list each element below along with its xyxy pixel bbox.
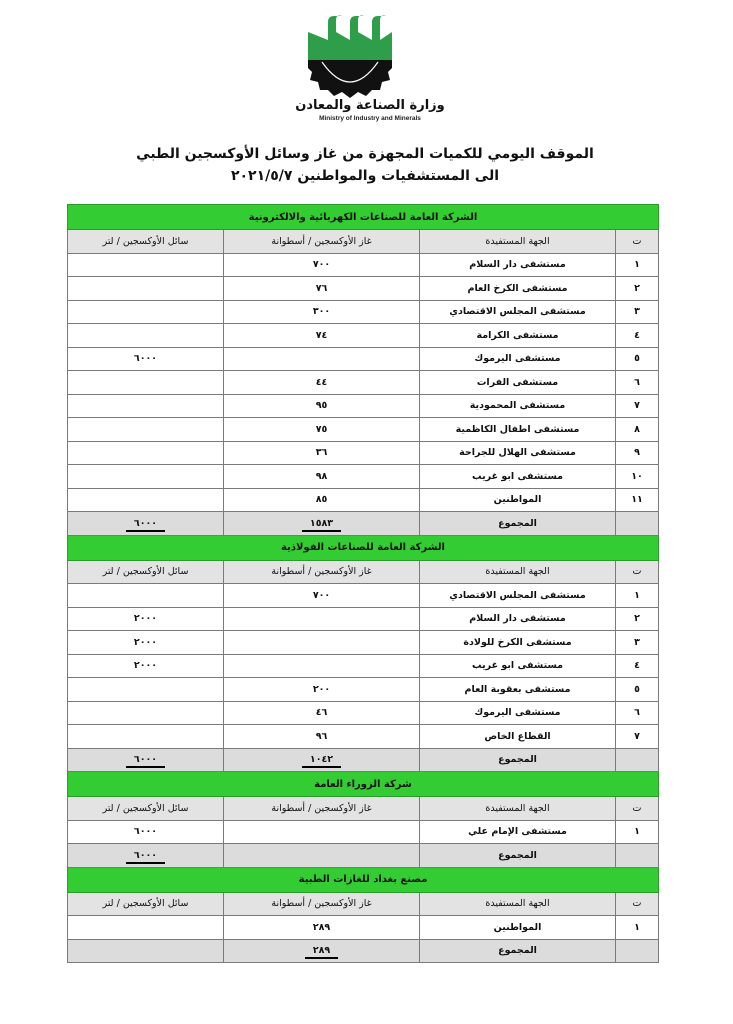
column-header-row bbox=[68, 560, 659, 584]
total-label: المجموع bbox=[420, 512, 616, 536]
table-row bbox=[68, 701, 659, 725]
beneficiary-name: مستشفى ابو غريب bbox=[420, 465, 616, 489]
ministry-name-english: Ministry of Industry and Minerals bbox=[319, 115, 421, 122]
row-number: ٣ bbox=[616, 631, 659, 655]
gas-cylinders-value bbox=[224, 654, 420, 678]
total-liquid-cell bbox=[68, 844, 224, 868]
gas-cylinders-value bbox=[224, 607, 420, 631]
beneficiary-name: مستشفى الكرخ العام bbox=[420, 277, 616, 301]
table-row bbox=[68, 441, 659, 465]
total-num-blank bbox=[616, 748, 659, 772]
column-header-row bbox=[68, 892, 659, 916]
total-row bbox=[68, 748, 659, 772]
total-gas-cell bbox=[224, 748, 420, 772]
table-row bbox=[68, 253, 659, 277]
table-row bbox=[68, 607, 659, 631]
total-num-blank bbox=[616, 512, 659, 536]
column-header-num: ت bbox=[616, 892, 659, 916]
liquid-liters-value bbox=[68, 300, 224, 324]
row-number: ٧ bbox=[616, 394, 659, 418]
row-number: ٢ bbox=[616, 277, 659, 301]
liquid-liters-value bbox=[68, 441, 224, 465]
section-header-row bbox=[68, 205, 659, 230]
liquid-liters-value bbox=[68, 371, 224, 395]
section-header-row bbox=[68, 535, 659, 560]
table-row bbox=[68, 584, 659, 608]
row-number: ١ bbox=[616, 253, 659, 277]
gas-cylinders-value: ٢٨٩ bbox=[224, 916, 420, 940]
section-title: شركة الزوراء العامة bbox=[68, 772, 659, 797]
row-number: ٥ bbox=[616, 347, 659, 371]
column-header-num: ت bbox=[616, 230, 659, 254]
liquid-liters-value bbox=[68, 324, 224, 348]
table-row bbox=[68, 820, 659, 844]
beneficiary-name: مستشفى الفرات bbox=[420, 371, 616, 395]
beneficiary-name: مستشفى المجلس الاقتصادي bbox=[420, 584, 616, 608]
total-gas-cell bbox=[224, 512, 420, 536]
total-row bbox=[68, 512, 659, 536]
liquid-liters-value bbox=[68, 418, 224, 442]
row-number: ٧ bbox=[616, 725, 659, 749]
gas-cylinders-value: ٧٠٠ bbox=[224, 253, 420, 277]
column-header-liquid: سائل الأوكسجين / لتر bbox=[68, 797, 224, 821]
column-header-num: ت bbox=[616, 560, 659, 584]
table-row bbox=[68, 725, 659, 749]
beneficiary-name: مستشفى الكرامة bbox=[420, 324, 616, 348]
liquid-liters-value bbox=[68, 678, 224, 702]
gas-cylinders-value: ٣٠٠ bbox=[224, 300, 420, 324]
table-row bbox=[68, 916, 659, 940]
beneficiary-name: مستشفى بعقوبة العام bbox=[420, 678, 616, 702]
section-header-row bbox=[68, 772, 659, 797]
total-row bbox=[68, 844, 659, 868]
total-gas-value: ١٥٨٣ bbox=[302, 518, 341, 532]
table-row bbox=[68, 488, 659, 512]
liquid-liters-value bbox=[68, 916, 224, 940]
row-number: ٤ bbox=[616, 654, 659, 678]
title-line-1: الموقف اليومي للكميات المجهزة من غاز وسائل الأوكسجين الطبي bbox=[136, 146, 594, 162]
table-row bbox=[68, 394, 659, 418]
table-row bbox=[68, 654, 659, 678]
row-number: ٣ bbox=[616, 300, 659, 324]
beneficiary-name: مستشفى دار السلام bbox=[420, 253, 616, 277]
beneficiary-name: مستشفى المحمودية bbox=[420, 394, 616, 418]
liquid-liters-value bbox=[68, 488, 224, 512]
liquid-liters-value: ٢٠٠٠ bbox=[68, 607, 224, 631]
gas-cylinders-value: ٧٠٠ bbox=[224, 584, 420, 608]
gas-cylinders-value: ٤٤ bbox=[224, 371, 420, 395]
document-title bbox=[100, 143, 630, 187]
gas-cylinders-value: ٧٥ bbox=[224, 418, 420, 442]
column-header-gas: غاز الأوكسجين / أسطوانة bbox=[224, 230, 420, 254]
column-header-row bbox=[68, 797, 659, 821]
total-num-blank bbox=[616, 844, 659, 868]
row-number: ٦ bbox=[616, 701, 659, 725]
liquid-liters-value bbox=[68, 584, 224, 608]
total-liquid-cell bbox=[68, 939, 224, 963]
beneficiary-name: مستشفى الهلال للجراحة bbox=[420, 441, 616, 465]
beneficiary-name: المواطنين bbox=[420, 488, 616, 512]
gas-cylinders-value: ٧٤ bbox=[224, 324, 420, 348]
column-header-liquid: سائل الأوكسجين / لتر bbox=[68, 230, 224, 254]
column-header-beneficiary: الجهة المستفيدة bbox=[420, 892, 616, 916]
row-number: ١٠ bbox=[616, 465, 659, 489]
gas-cylinders-value bbox=[224, 347, 420, 371]
table-row bbox=[68, 678, 659, 702]
column-header-num: ت bbox=[616, 797, 659, 821]
row-number: ١ bbox=[616, 820, 659, 844]
total-num-blank bbox=[616, 939, 659, 963]
gas-cylinders-value: ٣٦ bbox=[224, 441, 420, 465]
table-row bbox=[68, 465, 659, 489]
liquid-liters-value bbox=[68, 725, 224, 749]
beneficiary-name: مستشفى الكرخ للولادة bbox=[420, 631, 616, 655]
total-gas-value: ٢٨٩ bbox=[305, 945, 338, 959]
section-title: الشركة العامة للصناعات الكهربائية والالكترونية bbox=[68, 205, 659, 230]
total-gas-cell bbox=[224, 844, 420, 868]
total-row bbox=[68, 939, 659, 963]
total-liquid-cell bbox=[68, 748, 224, 772]
beneficiary-name: مستشفى ابو غريب bbox=[420, 654, 616, 678]
row-number: ٢ bbox=[616, 607, 659, 631]
table-row bbox=[68, 300, 659, 324]
column-header-liquid: سائل الأوكسجين / لتر bbox=[68, 560, 224, 584]
row-number: ٦ bbox=[616, 371, 659, 395]
total-liquid-value: ٦٠٠٠ bbox=[126, 754, 165, 768]
beneficiary-name: مستشفى الإمام علي bbox=[420, 820, 616, 844]
beneficiary-name: مستشفى المجلس الاقتصادي bbox=[420, 300, 616, 324]
table-row bbox=[68, 277, 659, 301]
liquid-liters-value bbox=[68, 394, 224, 418]
beneficiary-name: مستشفى اليرموك bbox=[420, 347, 616, 371]
row-number: ١ bbox=[616, 916, 659, 940]
column-header-beneficiary: الجهة المستفيدة bbox=[420, 797, 616, 821]
liquid-liters-value: ٢٠٠٠ bbox=[68, 631, 224, 655]
section-header-row bbox=[68, 867, 659, 892]
column-header-gas: غاز الأوكسجين / أسطوانة bbox=[224, 560, 420, 584]
section-title: الشركة العامة للصناعات الفولاذية bbox=[68, 535, 659, 560]
table-row bbox=[68, 324, 659, 348]
row-number: ٩ bbox=[616, 441, 659, 465]
table-row bbox=[68, 371, 659, 395]
section-title: مصنع بغداد للغازات الطبية bbox=[68, 867, 659, 892]
row-number: ١ bbox=[616, 584, 659, 608]
total-label: المجموع bbox=[420, 939, 616, 963]
total-label: المجموع bbox=[420, 748, 616, 772]
beneficiary-name: المواطنين bbox=[420, 916, 616, 940]
liquid-liters-value: ٦٠٠٠ bbox=[68, 820, 224, 844]
liquid-liters-value bbox=[68, 465, 224, 489]
column-header-beneficiary: الجهة المستفيدة bbox=[420, 560, 616, 584]
beneficiary-name: مستشفى دار السلام bbox=[420, 607, 616, 631]
liquid-liters-value bbox=[68, 701, 224, 725]
total-gas-value: ١٠٤٢ bbox=[302, 754, 341, 768]
ministry-name-arabic: وزارة الصناعة والمعادن bbox=[295, 98, 445, 113]
gas-cylinders-value: ٤٦ bbox=[224, 701, 420, 725]
oxygen-supply-table bbox=[67, 204, 659, 963]
total-label: المجموع bbox=[420, 844, 616, 868]
title-line-2: الى المستشفيات والمواطنين ٢٠٢١/٥/٧ bbox=[230, 168, 500, 184]
row-number: ٥ bbox=[616, 678, 659, 702]
beneficiary-name: مستشفى اليرموك bbox=[420, 701, 616, 725]
row-number: ٨ bbox=[616, 418, 659, 442]
column-header-gas: غاز الأوكسجين / أسطوانة bbox=[224, 797, 420, 821]
gas-cylinders-value: ٧٦ bbox=[224, 277, 420, 301]
column-header-row bbox=[68, 230, 659, 254]
table-row bbox=[68, 631, 659, 655]
column-header-liquid: سائل الأوكسجين / لتر bbox=[68, 892, 224, 916]
gas-cylinders-value bbox=[224, 820, 420, 844]
liquid-liters-value: ٦٠٠٠ bbox=[68, 347, 224, 371]
gas-cylinders-value: ٩٥ bbox=[224, 394, 420, 418]
gas-cylinders-value: ٢٠٠ bbox=[224, 678, 420, 702]
table-row bbox=[68, 418, 659, 442]
gas-cylinders-value: ٩٨ bbox=[224, 465, 420, 489]
total-liquid-cell bbox=[68, 512, 224, 536]
column-header-gas: غاز الأوكسجين / أسطوانة bbox=[224, 892, 420, 916]
beneficiary-name: القطاع الخاص bbox=[420, 725, 616, 749]
row-number: ١١ bbox=[616, 488, 659, 512]
table-row bbox=[68, 347, 659, 371]
beneficiary-name: مستشفى اطفال الكاظمية bbox=[420, 418, 616, 442]
liquid-liters-value bbox=[68, 277, 224, 301]
ministry-logo-icon bbox=[300, 10, 400, 105]
gas-cylinders-value: ٩٦ bbox=[224, 725, 420, 749]
row-number: ٤ bbox=[616, 324, 659, 348]
total-liquid-value: ٦٠٠٠ bbox=[126, 518, 165, 532]
liquid-liters-value: ٢٠٠٠ bbox=[68, 654, 224, 678]
gas-cylinders-value: ٨٥ bbox=[224, 488, 420, 512]
gas-cylinders-value bbox=[224, 631, 420, 655]
column-header-beneficiary: الجهة المستفيدة bbox=[420, 230, 616, 254]
total-liquid-value: ٦٠٠٠ bbox=[126, 850, 165, 864]
total-gas-cell bbox=[224, 939, 420, 963]
liquid-liters-value bbox=[68, 253, 224, 277]
